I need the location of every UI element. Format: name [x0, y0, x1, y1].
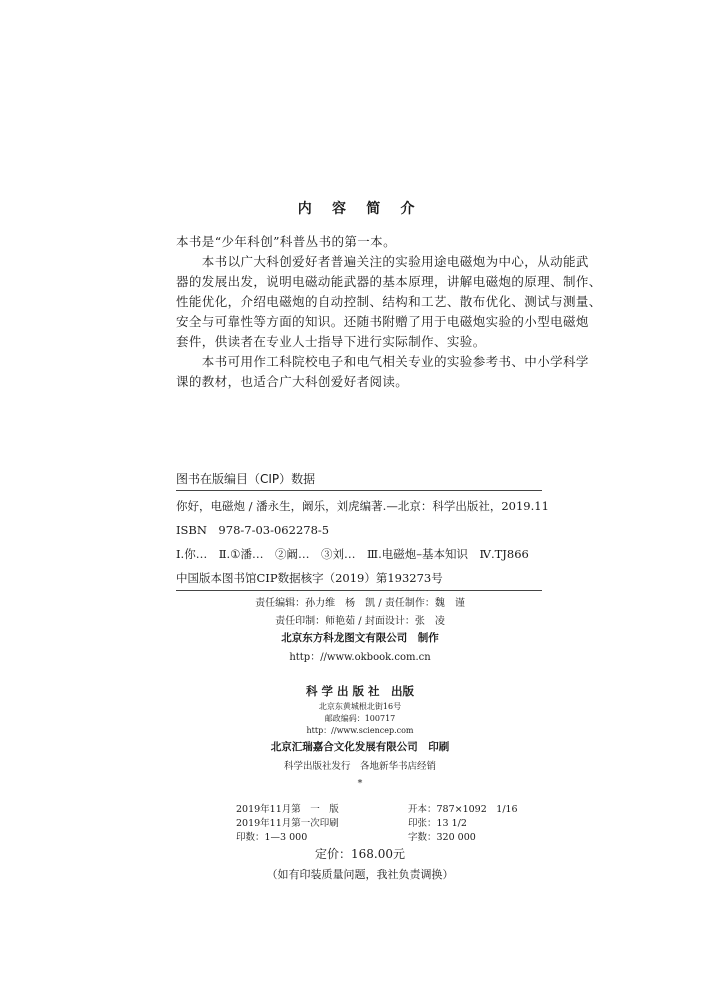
distribution: 科学出版社发行 各地新华书店经销: [283, 761, 436, 772]
printing-info: 2019年11月第一次印刷: [236, 818, 339, 829]
format-info: 开本：787×1092 1/16: [408, 804, 518, 815]
content-summary-title: 内 容 简 介: [297, 201, 423, 217]
cip-top-rule: [176, 490, 542, 491]
editors-credit: 责任编辑：孙力维 杨 凯 / 责任制作：魏 谨: [255, 598, 465, 609]
cip-heading: 图书在版编目（CIP）数据: [176, 472, 316, 486]
summary-line: 性能优化，介绍电磁炮的自动控制、结构和工艺、散布优化、测试与测量、: [176, 294, 602, 309]
cip-bottom-rule: [176, 590, 542, 591]
summary-line: 本书是“少年科创”科普丛书的第一本。: [176, 234, 396, 249]
separator-asterisk: *: [357, 778, 363, 789]
summary-line: 安全与可靠性等方面的知识。还随书附赠了用于电磁炮实验的小型电磁炮: [176, 314, 589, 329]
cip-isbn: ISBN 978-7-03-062278-5: [176, 523, 330, 537]
cip-record: 中国版本图书馆CIP数据核字（2019）第193273号: [176, 571, 443, 585]
producer: 北京东方科龙图文有限公司 制作: [281, 632, 439, 644]
print-run: 印数：1—3 000: [236, 832, 308, 843]
summary-line: 本书可用作工科院校电子和电气相关专业的实验参考书、中小学科学: [176, 354, 589, 369]
publisher-url: http：//www.sciencep.com: [306, 726, 414, 735]
quality-notice: （如有印装质量问题，我社负责调换）: [266, 868, 454, 881]
cip-title-line: 你好，电磁炮 / 潘永生，阚乐，刘虎编著.—北京：科学出版社，2019.11: [176, 499, 549, 513]
price: 定价：168.00元: [315, 847, 405, 861]
printer: 北京汇瑞嘉合文化发展有限公司 印刷: [270, 741, 450, 753]
summary-line: 本书以广大科创爱好者普遍关注的实验用途电磁炮为中心，从动能武: [176, 254, 589, 269]
summary-line: 套件，供读者在专业人士指导下进行实际制作、实验。: [176, 334, 486, 349]
summary-line: 器的发展出发，说明电磁动能武器的基本原理，讲解电磁炮的原理、制作、: [176, 274, 602, 289]
word-count: 字数：320 000: [408, 832, 476, 843]
producer-url: http：//www.okbook.com.cn: [289, 652, 431, 663]
publisher-address: 北京东黄城根北街16号: [318, 702, 402, 711]
sheets-info: 印张：13 1/2: [408, 818, 467, 829]
summary-line: 课的教材，也适合广大科创爱好者阅读。: [176, 374, 409, 389]
cip-classification: Ⅰ.你… Ⅱ.①潘… ②阚… ③刘… Ⅲ.电磁炮–基本知识 Ⅳ.TJ866: [176, 547, 529, 561]
printing-design-credit: 责任印制：师艳茹 / 封面设计：张 凌: [275, 616, 445, 627]
publisher-name: 科 学 出 版 社 出版: [305, 684, 414, 698]
edition-info: 2019年11月第 一 版: [236, 804, 339, 815]
publisher-postcode: 邮政编码：100717: [324, 714, 396, 723]
